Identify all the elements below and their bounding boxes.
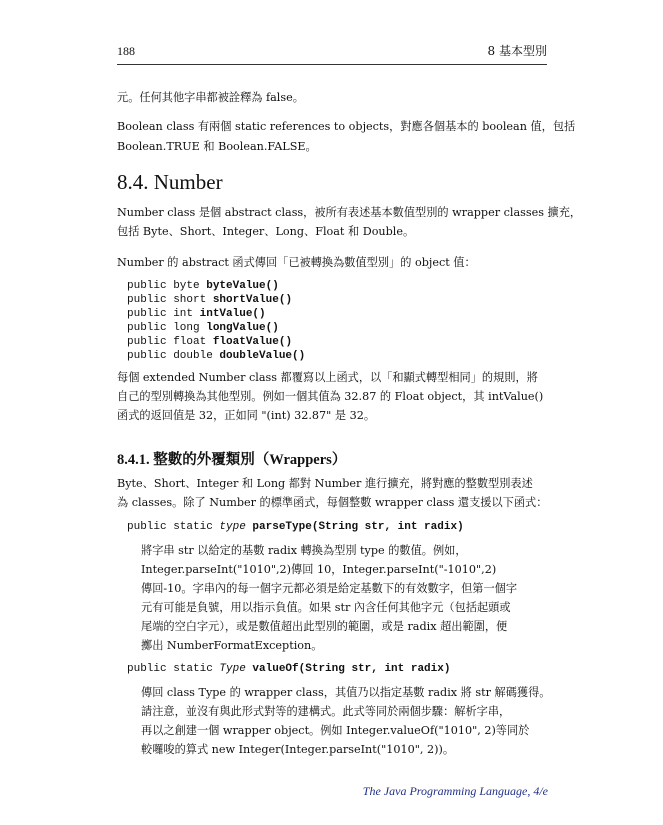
boolean-paragraph-line-1: Boolean class 有兩個 static references to objects，對應各個基本的 boolean 值，包括 <box>117 120 576 133</box>
code-line: public long longValue() <box>127 322 279 334</box>
override-paragraph-line-3: 函式的返回值是 32，正如同 "(int) 32.87" 是 32。 <box>117 409 376 422</box>
page-number: 188 <box>117 44 135 58</box>
code-line: public int intValue() <box>127 308 266 320</box>
code-line: public short shortValue() <box>127 294 293 306</box>
boolean-paragraph-line-2: Boolean.TRUE 和 Boolean.FALSE。 <box>117 140 317 153</box>
valueof-desc-line-2: 請注意，並沒有與此形式對等的建構式。此式等同於兩個步驟：解析字串， <box>141 705 511 718</box>
abstract-methods-intro: Number 的 abstract 函式傳回「已被轉換為數值型別」的 object 值： <box>117 256 476 269</box>
parse-desc-line-2: Integer.parseInt("1010",2)傳回 10，Integer.parseInt("-1010",2) <box>141 563 497 576</box>
chapter-title: 8 基本型別 <box>487 44 547 58</box>
parse-signature: public static type parseType(String str, int radix) <box>127 521 464 533</box>
header-rule <box>117 64 547 65</box>
paragraph-continuation: 元。任何其他字串都被詮釋為 false。 <box>117 91 304 104</box>
wrappers-paragraph-line-1: Byte、Short、Integer 和 Long 都對 Number 進行擴充，將對應的整數型別表述 <box>117 477 533 490</box>
code-block <box>127 279 305 363</box>
parse-desc-line-3: 傳回-10。字串內的每一個字元都必須是給定基數下的有效數字，但第一個字 <box>141 582 518 595</box>
parse-desc-line-1: 將字串 str 以給定的基數 radix 轉換為型別 type 的數值。例如， <box>141 544 467 557</box>
valueof-desc-line-1: 傳回 class Type 的 wrapper class，其值乃以指定基數 radix 將 str 解碼獲得。 <box>141 686 551 699</box>
valueof-desc-line-4: 較囉唆的算式 new Integer(Integer.parseInt("1010", 2))。 <box>141 743 455 756</box>
footer-book-title: The Java Programming Language, 4/e <box>362 784 548 798</box>
code-line: public byte byteValue() <box>127 280 279 292</box>
subsection-number: 8.4.1. <box>117 452 150 468</box>
override-paragraph-line-1: 每個 extended Number class 都覆寫以上函式，以「和顯式轉型相同」的規則，將 <box>117 371 538 384</box>
wrappers-paragraph-line-2: 為 classes。除了 Number 的標準函式，每個整數 wrapper class 還支援以下函式： <box>117 496 548 509</box>
number-paragraph-line-1: Number class 是個 abstract class，被所有表述基本數值型別的 wrapper classes 擴充， <box>117 206 582 219</box>
number-paragraph-line-2: 包括 Byte、Short、Integer、Long、Float 和 Double。 <box>117 225 415 238</box>
subsection-title: 整數的外覆類別（Wrappers） <box>153 452 347 468</box>
code-line: public float floatValue() <box>127 336 293 348</box>
subsection-heading <box>117 451 346 469</box>
parse-desc-line-4: 元有可能是負號，用以指示負值。如果 str 內含任何其他字元（包括起頭或 <box>141 601 511 614</box>
section-heading: 8.4. Number <box>117 170 223 194</box>
valueof-desc-line-3: 再以之創建一個 wrapper object。例如 Integer.valueOf("1010", 2)等同於 <box>141 724 530 737</box>
override-paragraph-line-2: 自己的型別轉換為其他型別。例如一個其值為 32.87 的 Float object，其 intValue() <box>117 390 544 403</box>
valueof-signature: public static Type valueOf(String str, int radix) <box>127 663 451 675</box>
parse-desc-line-6: 擲出 NumberFormatException。 <box>141 639 323 652</box>
parse-desc-line-5: 尾端的空白字元），或是數值超出此型別的範圍，或是 radix 超出範圍，便 <box>141 620 508 633</box>
code-line: public double doubleValue() <box>127 350 306 362</box>
